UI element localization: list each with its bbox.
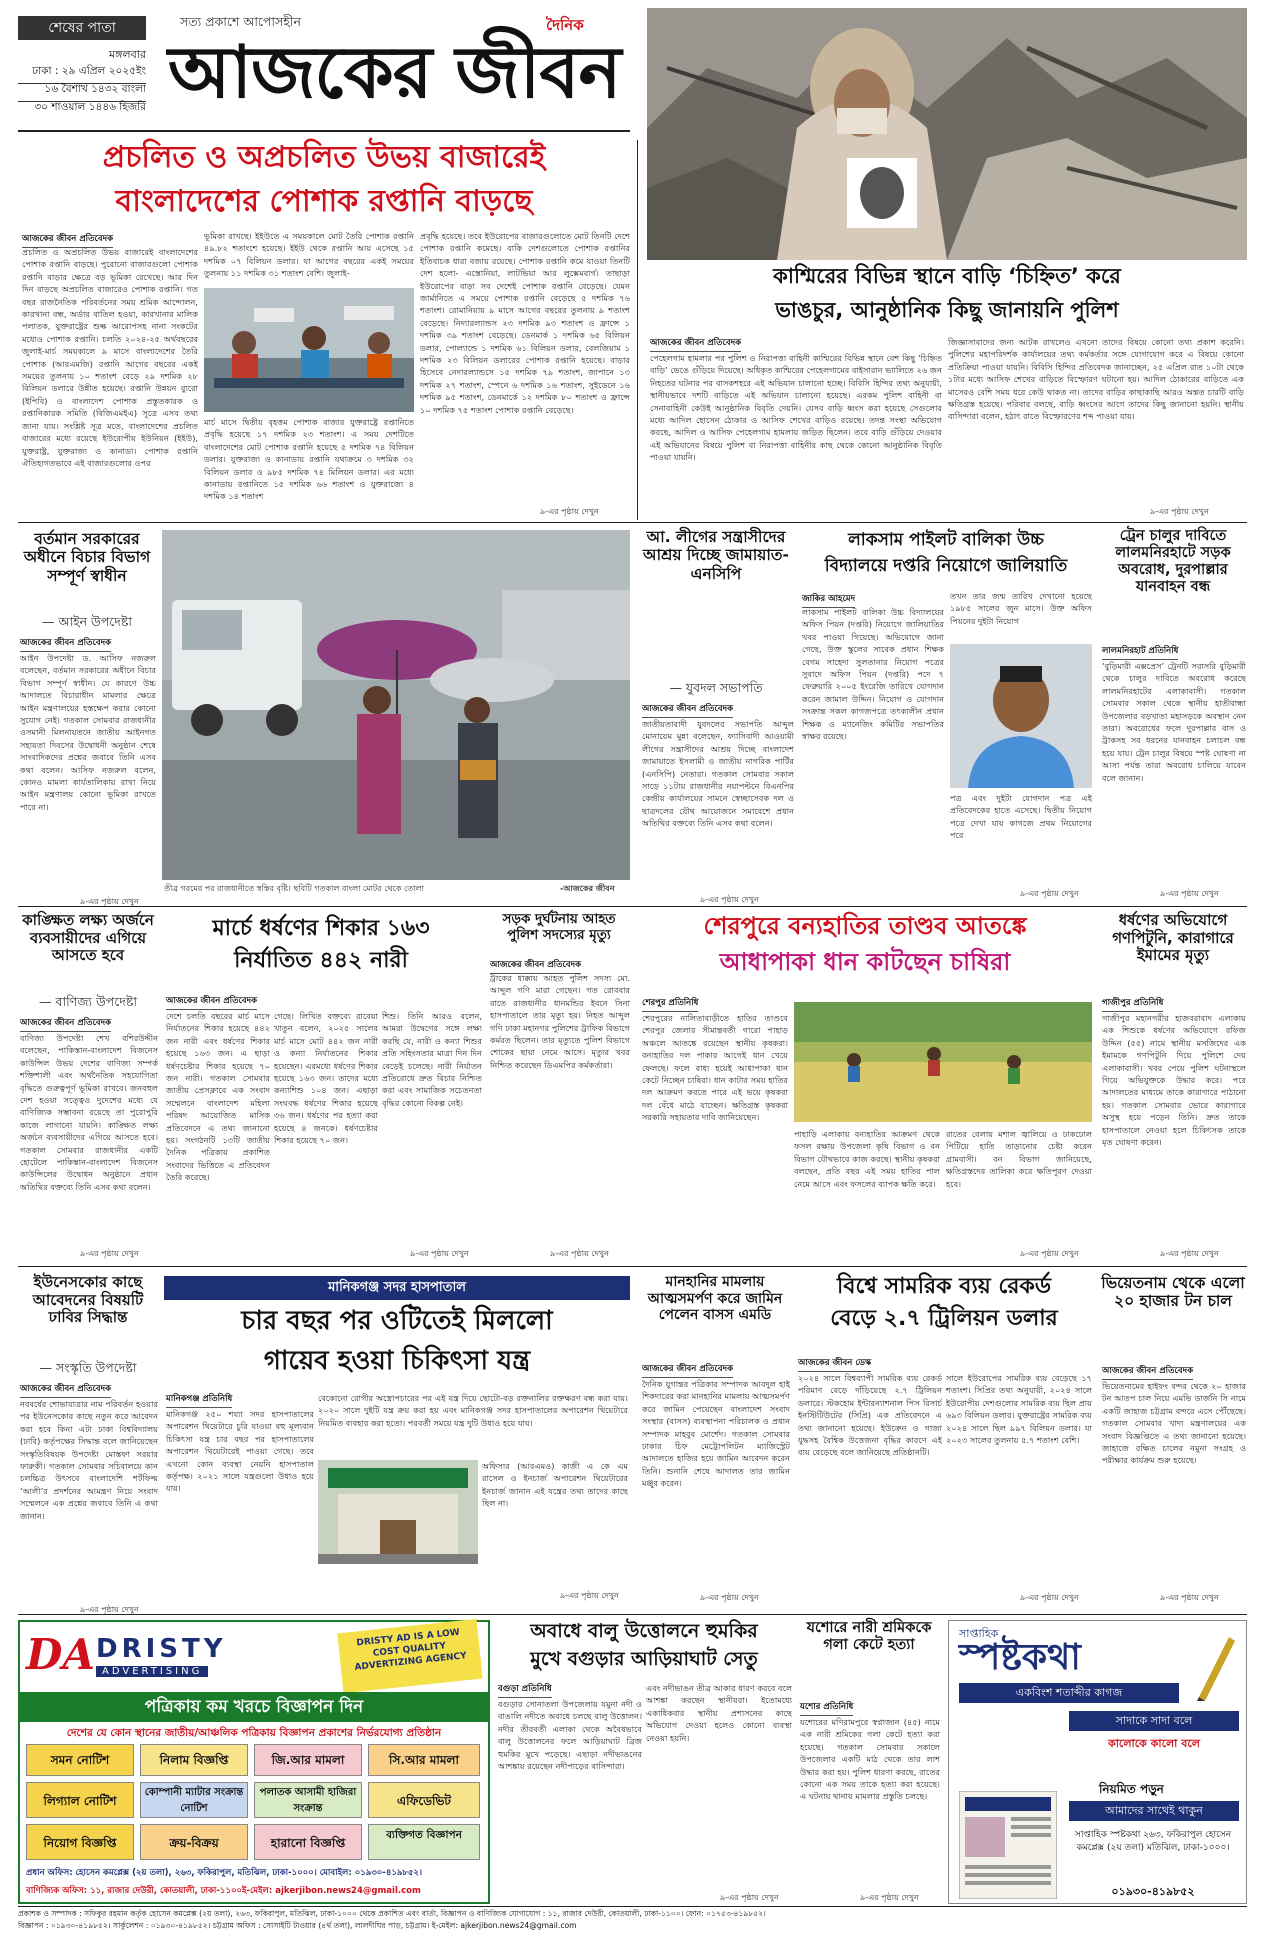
hospital-photo	[318, 1460, 478, 1564]
issue-date-hijri: ৩০ শাওয়াল ১৪৪৬ হিজরি	[34, 101, 146, 113]
dristy-logo-box	[26, 1628, 326, 1684]
judiciary-subhead: — আইন উপদেষ্টা	[42, 614, 132, 629]
military-column-2: সালে ইউরোপের সামরিক ব্যয় বেড়েছে ১৭ শতাংশ। সিপ্রির তথ্য অনুযায়ী, ২০২৪ সালে ইউরোপীয় দেশগুলোর সামরিক ব্যয় ছিল প্রায় ৬৯৩ বিলিয়ন ডলার। যুক্তরাষ্ট্রের সামরিক ব্যয় ২০২৪ সালে ছিল ৯৯৭ বিলিয়ন ডলার। যা ২০২৩ সালের তুলনায় ৫.৭ শতাংশ বেশি।	[946, 1373, 1092, 1446]
divider	[637, 140, 638, 520]
pen-icon	[1189, 1631, 1239, 1701]
bogura-continued: ৯-এর পৃষ্ঠায় দেখুন	[720, 1893, 779, 1902]
sherpur-column-1: শেরপুরের নালিতাবাড়ীতে হাতির তাণ্ডবে শেরপুর জেলার সীমান্তবর্তী গারো পাহাড় অঞ্চলে আতঙ্কে রয়েছেন স্থানীয় কৃষকরা। বন্যহাতির দল পাকার আগেই ধান খেয়ে ফেলছে। ফলে বাধ্য হয়েই আধাপাকা ধান কেটে নিচ্ছেন চাষিরা। ধান কাটার সময় হাতির দল আক্রমণ করতে পারে এই ভয়ে কৃষকরা দল বেঁধে মাঠে যাচ্ছেন। ক্ষতিগ্রস্ত কৃষকরা সরকারি সহায়তার দাবি জানিয়েছেন।	[642, 1013, 788, 1123]
vietnam-headline: ভিয়েতনাম থেকে এলো ২০ হাজার টন চাল	[1101, 1274, 1245, 1311]
bus-md-continued: ৯-এর পৃষ্ঠায় দেখুন	[700, 1593, 759, 1602]
jessore-headline: যশোরে নারী শ্রমিককে গলা কেটে হত্যা	[806, 1620, 932, 1654]
laksam-portrait	[950, 644, 1092, 788]
rain-photo-caption: তীব্র গরমের পর রাজধানীতে স্বস্তির বৃষ্টি। ছবিটি গতকাল বাংলা মোটর থেকে তোলা	[164, 884, 424, 893]
newspaper-thumbnail	[959, 1791, 1057, 1899]
jessore-continued: ৯-এর পৃষ্ঠায় দেখুন	[860, 1893, 919, 1902]
imam-byline: গাজীপুর প্রতিনিধি	[1102, 996, 1163, 1012]
hospital-headline-2: গায়েব হওয়া চিকিৎসা যন্ত্র	[263, 1346, 531, 1376]
kashmir-photo	[647, 8, 1247, 260]
unesco-byline: আজকের জীবন প্রতিবেদক	[20, 1382, 111, 1398]
kashmir-column-2: জিজ্ঞাসাবাদের জন্য আটক রাখলেও এখনো তাদের বিষয়ে কোনো তথ্য প্রকাশ করেনি। পুলিশের মহাপরিদর্শক কার্যালয়ের তথ্য কর্মকর্তার সঙ্গে যোগাযোগ করে এ বিষয়ে কোনো প্রতিক্রিয়া পাওয়া যায়নি। বিবিসি হিন্দির প্রতিবেদক জানাচ্ছেন, ২৫ এপ্রিল রাত ১০টা থেকে ১টার মধ্যে আসিফ শেখের বাড়িতে বিস্ফোরণ ঘটানো হয়। আদিল ঠোকারের বাড়িতে এক মাসেরও বেশি সময় ধরে কেউ থাকত না। তাদের বাড়ির কাছাকাছি আরও অন্তত চারটি বাড়ি ক্ষতিগ্রস্ত হয়েছে। পরিবার বলছে, বাড়ি ধ্বংসের আগে তাদের কিছু জানানো হয়নি। স্থানীয় বাসিন্দারা বলেন, হঠাৎ রাতে বিস্ফোরণের শব্দ পাওয়া যায়।	[948, 337, 1244, 422]
kashmir-byline: আজকের জীবন প্রতিবেদক	[650, 336, 741, 352]
spostokotha-phone: ০১৯৩০-৪১৯৮৫২	[1111, 1885, 1195, 1898]
kashmir-headline-box	[647, 262, 1247, 332]
laksam-byline: জাকির আহমেদ	[802, 592, 855, 608]
masthead	[18, 10, 630, 127]
sherpur-photo	[794, 1002, 1092, 1122]
march-headline-2: নির্যাতিত ৪৪২ নারী	[234, 948, 408, 973]
awami-continued: ৯-এর পৃষ্ঠায় দেখুন	[700, 895, 759, 904]
hospital-kicker-bar	[164, 1276, 630, 1300]
ad-service-absconding: পলাতক আসামী হাজিরা সংক্রান্ত	[254, 1782, 362, 1818]
h-divider-3	[18, 1266, 1247, 1267]
masthead-daily: দৈনিক	[546, 16, 584, 34]
train-continued: ৯-এর পৃষ্ঠায় দেখুন	[1160, 889, 1219, 898]
laksam-headline-1: লাকসাম পাইলট বালিকা উচ্চ	[848, 530, 1044, 550]
ad-service-cr-case: সি.আর মামলা	[368, 1744, 480, 1776]
judiciary-continued: ৯-এর পৃষ্ঠায় দেখুন	[80, 897, 139, 906]
rain-photo-credit: -আজকের জীবন	[560, 884, 615, 893]
lead-headline-1: প্রচলিত ও অপ্রচলিত উভয় বাজারেই	[102, 140, 546, 175]
footer-line-2: বিজ্ঞাপন : ০১৯৩০-৪১৯৮৫২। সার্কুলেশন : ০১৯৩০-৪১৯৮৫২। চট্টগ্রাম অফিস : সোসাইটি টাওয়ার (৪র্থ তলা), লালদীঘির পাড়, চট্টগ্রাম। ই-মেইল: ajkerjibon.news24@gmail.com	[18, 1921, 577, 1930]
awami-body: জাতীয়তাবাদী যুবদলের সভাপতি আব্দুল মোনায়েম মুন্না বলেছেন, ফ্যাসিবাদী আওয়ামী লীগের সন্ত্রাসীদের আশ্রয় দিচ্ছে বাংলাদেশ জামায়াতে ইসলামী ও জাতীয় নাগরিক পার্টির (এনসিপি) নেতারা। গতকাল সোমবার সকাল সাড়ে ১১টায় রাজধানীর নয়াপল্টনে বিএনপির কেন্দ্রীয় কার্যালয়ের সামনে স্বেচ্ছাসেবক দল ও ছাত্রদলের যৌথ আয়োজনে সমাবেশে প্রধান অতিথির বক্তব্যে তিনি এসব কথা বলেন।	[642, 719, 794, 829]
lead-column-3: প্রবৃদ্ধি হয়েছে। তবে ইউরোপের বাজারগুলোতে মোট তিনটি দেশে পোশাক রপ্তানি কমেছে। বাকি দেশগুলোতে পোশাক রপ্তানির ইতিবাচক ধারা বজায় রয়েছে। পোশাক রপ্তানি কমে যাওয়া তিনটি দেশ হলো- এস্তোনিয়া, লাটভিয়া আর লুক্সেমবার্গ। তাছাড়া ইউরোপের বাড়া সব দেশেই পোশাক রপ্তানি বেড়েছে। যেমন জার্মানিতে এ সময়ে পোশাক রপ্তানি বেড়েছে ৫ দশমিক ৭৬ শতাংশ। রোমানিয়ায় ৯ মাসে আগের বছরের তুলনায় ৯ শতাংশ বেড়েছে। নিদ্যারল্যান্ডস ২৩ দশমিক ৯৩ শতাংশ ও ফ্রান্সে ১ দশমিক ৩৯ শতাংশ বেড়েছে। ডেনমার্ক ১ দশমিক ৬৫ বিলিয়ন ডলার, পোল্যান্ডে ১ দশমিক ৬১ বিলিয়ন ডলার, বেলজিয়াম ১ দশমিক ২৩ বিলিয়ন ডলারের পোশাক রপ্তানি হয়েছে। বাড়ার হিসেবে নেদারল্যান্ডসে ১৫ দশমিক ৭৯ শতাংশ, জাপানে ১৩ দশমিক ২৭ শতাংশ, স্পেনে ৬ দশমিক ১৬ শতাংশ, সুইডেনে ১৬ দশমিক ৯৫ শতাংশ, ডেনমার্কে ১২ দশমিক ৮০ শতাংশ ও ফ্রান্সে ১০ দশমিক ৭৫ শতাংশ পোশাক রপ্তানি বেড়েছে।	[420, 231, 630, 415]
spostokotha-ad	[948, 1620, 1247, 1904]
ad-service-buy-sell: ক্রয়-বিক্রয়	[140, 1824, 248, 1860]
lead-column-2b: মার্চ মাসে দ্বিতীয় বৃহত্তম পোশাক বাজার যুক্তরাষ্ট্রে রপ্তানিতে প্রবৃদ্ধি হয়েছে ১৭ দশমিক ২৩ শতাংশ। এ সময় দেশটিতে বাংলাদেশের মোট পোশাক রপ্তানি হয়েছে ৫ দশমিক ৭৪ বিলিয়ন ডলার। যুক্তরাজ্য ও কানাডায় রপ্তানি যথাক্রমে ৩ দশমিক ৩২ বিলিয়ন ডলার ও ৯৮৫ দশমিক ৭৪ মিলিয়ন ডলার। এর মধ্যে কানাডায় রপ্তানিতে ১৫ দশমিক ৬৬ শতাংশ ও যুক্তরাজ্যে ৪ দশমিক ১৪ শতাংশ	[204, 417, 414, 502]
h-divider-4	[18, 1614, 1247, 1615]
sherpur-headline-1: শেরপুরে বন্যহাতির তাণ্ডব আতঙ্কে	[703, 912, 1027, 940]
lead-column-2: ভূমিকা রাখছে। ইইউতে এ সময়কালে মোট তৈরি পোশাক রপ্তানি ৪৯.৮২ শতাংশে হয়েছে। ইইউ থেকে রপ্তানি আয় এসেছে ১৫ দশমিক ০৭ বিলিয়ন ডলার। যা আগের বছরের একই সময়ের তুলনায় ১১ দশমিক ৩১ শতাংশ বেশি। জুলাই-	[204, 231, 414, 279]
paddy-field-image	[794, 1002, 1092, 1122]
ad-service-affidavit: এফিডেভিট	[368, 1782, 480, 1818]
kashmir-continued: ৯-এর পৃষ্ঠায় দেখুন	[1150, 507, 1209, 516]
vietnam-byline: আজকের জীবন প্রতিবেদক	[1102, 1364, 1193, 1380]
hospital-kicker: মানিকগঞ্জ সদর হাসপাতাল	[328, 1280, 466, 1295]
dristy-badge: DRISTY AD IS A LOW COST QUALITY ADVERTIZING AGENCY	[337, 1619, 483, 1693]
bus-md-body: দৈনিক যুগান্তর পত্রিকার সম্পাদক আবদুল হাই শিকদারের করা মানহানির মামলায় আত্মসমর্পণ করে জামিন পেয়েছেন বাংলাদেশ সংবাদ সংস্থার (বাসস) ব্যবস্থাপনা পরিচালক ও প্রধান সম্পাদক মাহবুব মোর্শেদ। গতকাল সোমবার ঢাকার চিফ মেট্রোপলিটন ম্যাজিস্ট্রেট আদালতে হাজির হয়ে জামিন আবেদন করেন তিনি। শুনানি শেষে আদালত তার জামিন মঞ্জুর করেন।	[642, 1379, 790, 1489]
sherpur-byline: শেরপুর প্রতিনিধি	[642, 996, 698, 1012]
spostokotha-slogan-2: কালোকে কালো বলে	[1108, 1737, 1200, 1750]
dristy-logo: DA	[26, 1630, 96, 1679]
dristy-subline: দেশের যে কোন স্থানের জাতীয়/আঞ্চলিক পত্রিকায় বিজ্ঞাপন প্রকাশের নির্ভরযোগ্য প্রতিষ্ঠান	[66, 1727, 442, 1739]
spostokotha-address: সাপ্তাহিক স্পষ্টকথা ২৬৩, ফকিরাপুল হোসেন কমপ্লেক্স (২য় তলা) মতিঝিল, ঢাকা-১০০০।	[1074, 1830, 1232, 1853]
train-body: ‘বুড়িমারী এক্সপ্রেস’ ট্রেনটি সরাসরি বুড়িমারী থেকে চালুর দাবিতে অবরোধ করেছে লালমনিরহাটের এলাকাবাসী। গতকাল সোমবার সকাল থেকে স্থানীয় হাতীবান্ধা উপজেলার বড়খাতা মহাসড়কে অবস্থান নেন তারা। অবরোধের ফলে দুরপাল্লার বাস ও ট্রাকসহ সব ধরনের যানবাহন চলাচল বন্ধ হয়ে যায়। ট্রেন চালুর বিষয়ে স্পষ্ট ঘোষণা না আসা পর্যন্ত তারা অবরোধ চালিয়ে যাবেন বলে জানান।	[1102, 661, 1246, 783]
march-column-2: গেছে। লিখিত বক্তব্যে রাবেয়া খাতুন বলেন, ২০২৫ সালের মার্চ মাসে মোট ৪৪২ জন নারী ও কন্যা নির্যাতনের শিকার হয়েছেন। এরমধ্যে ধর্ষণের শিকার হয়েছে ১৬৩ জন। তাদের মধ্যে কন্যাশিশু ১০৪ জন। এছাড়া সংঘবদ্ধ ধর্ষণের শিকার হয়েছে ৩৬ জন। ধর্ষণের পর হত্যা করা হয়েছে ৪ জনকে। ধর্ষণচেষ্টার শিকার হয়েছে ৭০ জন।	[274, 1011, 378, 1146]
lead-byline: আজকের জীবন প্রতিবেদক	[22, 232, 113, 248]
police-headline: সড়ক দুর্ঘটনায় আহত পুলিশ সদস্যের মৃত্যু	[502, 911, 616, 943]
laksam-headline-2: বিদ্যালয়ে দপ্তরি নিয়োগে জালিয়াতি	[824, 556, 1068, 576]
ad-service-personal: ব্যক্তিগত বিজ্ঞাপন	[368, 1824, 480, 1860]
kashmir-headline-2: ভাঙচুর, আনুষ্ঠানিক কিছু জানায়নি পুলিশ	[775, 298, 1119, 322]
bogura-column-2: এবং নদীভাঙন তীব্র আকার ধারণ করবে বলে আশঙ্কা করছেন স্থানীয়রা। ইতোমধ্যে একাধিকবার স্থানীয় প্রশাসনের কাছে অভিযোগ দেওয়া হলেও কোনো ব্যবস্থা নেওয়া হয়নি।	[646, 1683, 792, 1743]
train-byline: লালমনিরহাট প্রতিনিধি	[1102, 644, 1178, 660]
issue-date: ঢাকা : ২৯ এপ্রিল ২০২৫ইং	[18, 64, 146, 84]
awami-byline: আজকের জীবন প্রতিবেদক	[642, 702, 733, 718]
vietnam-continued: ৯-এর পৃষ্ঠায় দেখুন	[1160, 1593, 1219, 1602]
awami-headline: আ. লীগের সন্ত্রাসীদের আশ্রয় দিচ্ছে জামায়াত-এনসিপি	[643, 528, 789, 583]
dristy-address-1: প্রধান অফিস: হোসেন কমপ্লেক্স (২য় তলা), ২৬৩, ফকিরাপুল, মতিঝিল, ঢাকা-১০০০। মোবাইল: ০১৯৩০-৪১৯৮৫২।	[26, 1868, 422, 1878]
police-continued: ৯-এর পৃষ্ঠায় দেখুন	[550, 1249, 609, 1258]
judiciary-byline: আজকের জীবন প্রতিবেদক	[20, 636, 111, 652]
dristy-brand-sub: ADVERTISING	[96, 1666, 208, 1677]
h-divider-2	[18, 906, 1247, 907]
person-portrait-image	[950, 644, 1092, 788]
unesco-body: নববর্ষের শোভাযাত্রার নাম পরিবর্তন হওয়ার পর ইউনেসকোর কাছে নতুন করে আবেদন করা হবে কিনা এটা ঢাকা বিশ্ববিদ্যালয় (ঢাবি) কর্তৃপক্ষের সিদ্ধান্ত বলে জানিয়েছেন সংস্কৃতিবিষয়ক উপদেষ্টা মোস্তফা সরয়ার ফারুকী। গতকাল সোমবার সচিবালয়ে কান চলচ্চিত্র উৎসবে বাংলাদেশি শর্টফিল্ম ‘আলী’র প্রদর্শনের আমন্ত্রণ নিয়ে সংবাদ সম্মেলনে এক প্রশ্নের জবাবে তিনি এ কথা জানান।	[20, 1399, 158, 1521]
judiciary-headline: বর্তমান সরকারের অধীনে বিচার বিভাগ সম্পূর্ণ স্বাধীন	[23, 530, 151, 585]
footer-rule	[18, 1906, 1247, 1907]
kashmir-column-1: পেহেলগাম হামলার পর পুলিশ ও নিরাপত্তা বাহিনী কাশ্মিরের বিভিন্ন স্থানে বেশ কিছু ‘চিহ্নিত বাড়ি’ ভেঙে গুঁড়িয়ে দিয়েছে। অধিকৃত কাশ্মিরের পেহেলগামের বাইসারান ভ্যালিতে ২৬ জন নিহতের ঘটনার পর বাসকশহরে এই অভিযান চালানো হচ্ছে। বিবিসি হিন্দির তথ্য অনুযায়ী, স্থানীয়ভাবে দশটি বাড়িতে এই অভিযান চালানো হয়েছে। এরকম পুলিশ বাহিনী বা সেনাবাহিনী কেউই আনুষ্ঠানিক বিবৃতি দেয়নি। যেসব বাড়ি ধ্বংস করা হয়েছে সেগুলোর মধ্যে আদিল হোসেন ঠোকার ও আসিফ শেখের বাড়িও রয়েছে। তদন্ত সংস্থা অভিযোগ করছে, আদিল ও আসিফ পেহেলগাম হামলায় জড়িত ছিলেন। তবে বাড়ি গুঁড়িয়ে দেওয়ার এই অভিযানের বিষয়ে পুলিশ বা নিরাপত্তা বাহিনীর কাছ থেকে কোনো আনুষ্ঠানিক বিবৃতি পাওয়া যায়নি।	[650, 353, 942, 463]
dristy-address-2: বাণিজ্যিক অফিস: ১১, রাজার দেউরী, কোতয়ালী, ঢাকা-১১০০ই-মেইল: ajkerjibon.news24@gmail.com	[26, 1886, 421, 1896]
ad-service-gr-case: জি.আর মামলা	[254, 1744, 362, 1776]
masthead-slogan: সত্য প্রকাশে আপোসহীন	[180, 14, 301, 29]
dristy-tagline: পত্রিকায় কম খরচে বিজ্ঞাপন দিন	[20, 1692, 488, 1722]
garment-factory-image	[204, 288, 414, 412]
unesco-headline: ইউনেসকোর কাছে আবেদনের বিষয়টি ঢাবির সিদ্ধান্ত	[32, 1273, 144, 1327]
commerce-byline: আজকের জীবন প্রতিবেদক	[20, 1016, 111, 1032]
police-body: ট্রাকের ধাক্কায় আহত পুলিশ সদস্য মো. আব্দুল গণি মারা গেছেন। গত রোববার রাতে রাজধানীর ধানমন্ডির ইবনে সিনা হাসপাতালে তার মৃত্যু হয়। নিহত আব্দুল গণি ঢাকা মহানগর পুলিশের ট্রাফিক বিভাগে কর্মরত ছিলেন। তার মৃত্যুতে পুলিশ বিভাগে শোকের ছায়া নেমে আসে। মৃত্যুর খবর নিশ্চিত করেছেন ডিএমপির কর্মকর্তারা।	[490, 973, 630, 1070]
ad-service-summons: সমন নোটিশ	[26, 1744, 134, 1776]
kashmir-ruins-image	[647, 8, 1247, 260]
train-headline: ট্রেন চালুর দাবিতে লালমনিরহাটে সড়ক অবরোধ, দুরপাল্লার যানবাহন বন্ধ	[1115, 528, 1231, 596]
military-headline-1: বিশ্বে সামরিক ব্যয় রেকর্ড	[836, 1274, 1052, 1299]
commerce-headline: কাঙ্ক্ষিত লক্ষ্য অর্জনে ব্যবসায়ীদের এগিয়ে আসতে হবে	[22, 911, 154, 965]
military-headline-2: বেড়ে ২.৭ ট্রিলিয়ন ডলার	[830, 1306, 1058, 1331]
dristy-ad	[18, 1620, 490, 1904]
garment-photo	[204, 288, 414, 412]
march-byline: আজকের জীবন প্রতিবেদক	[166, 994, 257, 1010]
judiciary-body: আইন উপদেষ্টা ড. আসিফ নজরুল বলেছেন, বর্তমান সরকারের অধীনে বিচার বিভাগ সম্পূর্ণ স্বাধীন। যে কারণে উচ্চ আদালতে বিচারাধীন মামলার ক্ষেত্রে আইন মন্ত্রণালয়ের হস্তক্ষেপ করার কোনো সুযোগ নেই। গতকাল সোমবার রাজধানীর ওসমানী মিলনায়তনে জাতীয় আইনগত সহায়তা দিবসের উদ্বোধনী অনুষ্ঠান শেষে সাংবাদিকদের প্রশ্নের জবাবে তিনি এসব কথা বলেন। আসিফ নজরুল বলেন, কোনও মামলা কার্যতালিকায় রাখা নিয়ে আইন মন্ত্রণালয় কোনো ভূমিকা রাখতে পারে না।	[20, 653, 156, 812]
hospital-column-1: মানিকগঞ্জ ২৫০ শয্যা সদর হাসপাতালের অপারেশন থিয়েটারে চুরি যাওয়া বহু মূল্যবান চিকিৎসা যন্ত্র চার বছর পর হাসপাতালের অপারেশন থিয়েটারেই পাওয়া গেছে। তবে এখনো কোন ব্যবস্থা নেয়নি হাসপাতাল কর্তৃপক্ষ। ২০২১ সালে যন্ত্রগুলো উধাও হয়ে যায়।	[166, 1409, 314, 1494]
laksam-body-1: লাকসাম পাইলট বালিকা উচ্চ বিদ্যালয়ের অফিস পিয়ন (দপ্তরি) নিয়োগে জালিয়াতির খবর পাওয়া গিয়েছে। অভিযোগে জানা গেছে, উক্ত স্কুলের সাবেক প্রধান শিক্ষক বেগম সাহেদা সুলতানার নিয়োগ পত্রের সুবাদে অফিস পিয়ন (দপ্তরি) পদে ৭ ফেব্রুয়ারি ২০০৫ ইংরেজি তারিখে যোগদান করেন জামাল উদ্দিন। নিয়োগ ও যোগদান সংক্রান্ত সকল কাগজপত্রে তৎকালীন প্রধান শিক্ষক ও ম্যানেজিং কমিটির সভাপতির স্বাক্ষর রয়েছে।	[802, 607, 944, 742]
laksam-body-2: তখন তার জন্ম তারিখ দেখানো হয়েছে ১৯৮৫ সালের জুন মাসে। উক্ত অফিস পিয়নের দুইটা নিয়োগ	[950, 591, 1092, 626]
hospital-column-2: বেকোনো রোগীর অস্ত্রোপচারের পর এই যন্ত্র দিয়ে ছোটো-বড় রক্তনালির রক্তক্ষরণ বন্ধ করা যায়। ২০২০ সালে দুইটি যন্ত্র ক্রয় করা হয় এবং মানিকগঞ্জ সদর হাসপাতালের অপারেশন থিয়েটারে নিয়মিত ব্যবহার করা হতো। পরবর্তী সময়ে যন্ত্র দুটি উধাও হয়ে যায়।	[318, 1393, 628, 1428]
military-column-1: ২০২৪ সালে বিশ্বব্যাপী সামরিক ব্যয় রেকর্ড পরিমাণ বেড়ে দাঁড়িয়েছে ২.৭ ট্রিলিয়ন ডলারে। স্টকহোম ইন্টারন্যাশনাল পিস রিসার্চ ইনস্টিটিউটের (সিপ্রি) এক প্রতিবেদনে এ তথ্য জানানো হয়েছে। ইউক্রেন ও গাজা যুদ্ধসহ বৈশ্বিক উত্তেজনা বৃদ্ধির কারণে এই ব্যয় বেড়েছে বলে জানিয়েছে প্রতিষ্ঠানটি।	[798, 1373, 942, 1458]
rain-photo	[162, 530, 630, 880]
issue-day: মঙ্গলবার	[109, 48, 146, 61]
spostokotha-title: স্পষ্টকথা	[959, 1637, 1081, 1678]
ad-service-lost-notice: হারানো বিজ্ঞপ্তি	[254, 1824, 362, 1860]
bus-md-headline: মানহানির মামলায় আত্মসমর্পণ করে জামিন পেলেন বাসস এমডি	[647, 1274, 783, 1324]
march-column-1: দেশে চলতি বছরের মার্চ মাসে নির্যাতনের শিকার হয়েছে ৪৪২ জন নারী এবং ধর্ষণের শিকার হয়েছে ১৬৩ জন। এ ছাড়া ধর্ষণচেষ্টার শিকার হয়েছে ৭০ জন নারী। গতকাল সোমবার জাতীয় প্রেসক্লাবে এক সংবাদ সম্মেলনে বাংলাদেশ মহিলা পরিষদ আয়োজিত মাসিক প্রতিবেদনে এ তথ্য জানানো হয়। সংগঠনটি ১৩টি জাতীয় দৈনিক পত্রিকায় প্রকাশিত সংবাদের ভিত্তিতে এ প্রতিবেদন তৈরি করেছে।	[166, 1011, 270, 1183]
imam-body: গাজীপুর মহানগরীর হাজবরাবাদ এলাকায় এক শিশুকে ধর্ষণের অভিযোগে রফিজ উদ্দিন (৫৫) নামে স্থানীয় মসজিদের এক ইমামকে গণপিটুনি দিয়ে পুলিশে দেয় এলাকাবাসী। খবর পেয়ে পুলিশ ঘটনাস্থলে গিয়ে অভিযুক্তকে উদ্ধার করে। পরে আদালতের মাধ্যমে তাকে কারাগারে পাঠানো হয়। গতকাল সোমবার ভোরে কারাগারে অসুস্থ হয়ে পড়েন তিনি। দ্রুত তাকে হাসপাতালে নেওয়া হলে চিকিৎসক তাকে মৃত ঘোষণা করেন।	[1102, 1013, 1246, 1148]
ad-service-company-matter: কোম্পানী ম্যাটার সংক্রান্ত নোটিশ	[140, 1782, 248, 1818]
kashmir-headline-1: কাশ্মিরের বিভিন্ন স্থানে বাড়ি ‘চিহ্নিত’ করে	[773, 264, 1121, 288]
unesco-subhead: — সংস্কৃতি উপদেষ্টা	[39, 1360, 137, 1375]
commerce-subhead: — বাণিজ্য উপদেষ্টা	[39, 994, 137, 1009]
commerce-body: বাণিজ্য উপদেষ্টা শেখ বশিরউদ্দীন বলেছেন, পাকিস্তান-বাংলাদেশ বিজনেস কাউন্সিল উভয় দেশের বাণিজ্য সম্পর্ক শক্তিশালী এবং অর্থনৈতিক সহযোগিতা বৃদ্ধিতে গুরুত্বপূর্ণ ভূমিকা রাখবে। জনবহুল দেশ হওয়া সত্ত্বেও দুদেশের মধ্যে যে বাণিজ্যিক সম্ভাবনা রয়েছে তা পুরোপুরি কাজে লাগানো যায়নি। কাঙ্ক্ষিত লক্ষ্য অর্জনে ব্যবসায়ীদের এগিয়ে আসতে হবে। গতকাল সোমবার রাজধানীর একটি হোটেলে পাকিস্তান-বাংলাদেশ বিজনেস কাউন্সিলের উদ্বোধন অনুষ্ঠানে প্রধান অতিথির বক্তব্যে তিনি এসব কথা বলেন।	[20, 1033, 158, 1192]
sherpur-column-2: পাহাড়ি এলাকায় বন্যহাতির আক্রমণ থেকে ফসল রক্ষায় উপজেলা কৃষি বিভাগ ও বন বিভাগ যৌথভাবে কাজ করছে। স্থানীয় কৃষকরা বলছেন, প্রতি বছর এই সময় হাতির পাল নেমে আসে এবং ফসলের ব্যাপক ক্ষতি করে।	[794, 1129, 940, 1189]
sherpur-headline-2: আধাপাকা ধান কাটছেন চাষিরা	[719, 948, 1011, 976]
march-column-3: শিশু। তিনি আরও বলেন, আমরা উদ্বেগের সঙ্গে লক্ষ্য করছি যে, নারী ও কন্যা শিশুর প্রতি সহিংসতার মাত্রা দিন দিন বেড়েই চলেছে। নারী নির্যাতন প্রতিরোধে দ্রুত বিচার নিশ্চিত করা এবং সামাজিক সচেতনতা বৃদ্ধির কোনো বিকল্প নেই।	[382, 1011, 482, 1108]
spostokotha-read: নিয়মিত পড়ুন	[1099, 1782, 1164, 1796]
ad-service-legal-notice: লিগ্যাল নোটিশ	[26, 1782, 134, 1818]
lead-continued: ৯-এর পৃষ্ঠায় দেখুন	[540, 507, 599, 516]
hospital-continued: ৯-এর পৃষ্ঠায় দেখুন	[560, 1591, 619, 1600]
hospital-column-3: অফিসার (আরএমও) কাজী এ কে এম রাসেল ও ইনচার্জ অপারেশন থিয়েটারের ইনচার্জ জানান এই যন্ত্রের তথ্য তাদের কাছে ছিল না।	[482, 1461, 628, 1509]
bus-md-byline: আজকের জীবন প্রতিবেদক	[642, 1362, 733, 1378]
bogura-byline: বগুড়া প্রতিনিধি	[498, 1682, 552, 1698]
commerce-continued: ৯-এর পৃষ্ঠায় দেখুন	[80, 1249, 139, 1258]
sherpur-column-3: রাতের বেলায় মশাল জ্বালিয়ে ও ঢাকঢোল পিটিয়ে হাতি তাড়ানোর চেষ্টা করেন গ্রামবাসী। বন বিভাগ জানিয়েছে, ক্ষতিগ্রস্তদের তালিকা করে ক্ষতিপূরণ দেওয়া হবে।	[946, 1129, 1092, 1189]
unesco-continued: ৯-এর পৃষ্ঠায় দেখুন	[80, 1605, 139, 1614]
issue-date-bangla: ১৬ বৈশাখ ১৪৩২ বাংলা	[18, 82, 146, 102]
h-divider-1	[18, 522, 1247, 523]
military-byline: আজকের জীবন ডেস্ক	[798, 1356, 871, 1372]
footer-line-1: প্রকাশক ও সম্পাদক : সফিকুর রহমান কর্তৃক হোসেন কমপ্লেক্স (২য় তলা), ২৬৩, ফকিরাপুল, মতিঝিল, ঢাকা-১০০০ থেকে প্রকাশিত এবং বার্তা, বিজ্ঞাপন ও বাণিজ্যিক যোগাযোগ : ১১, রাজার দেউরী, কোতয়ালী, ঢাকা-১১০০। ফোন: ০১৭৫৩-৪১৯৮৫২।	[18, 1909, 766, 1918]
ad-service-auction: নিলাম বিজ্ঞপ্তি	[140, 1744, 248, 1776]
march-continued: ৯-এর পৃষ্ঠায় দেখুন	[410, 1249, 469, 1258]
hospital-building-image	[318, 1460, 478, 1564]
march-headline-1: মার্চে ধর্ষণের শিকার ১৬৩	[212, 916, 430, 941]
spostokotha-strip: একবিংশ শতাব্দীর কাগজ	[959, 1683, 1179, 1703]
military-continued: ৯-এর পৃষ্ঠায় দেখুন	[1020, 1593, 1079, 1602]
bogura-column-1: বগুড়ার সোনাতলা উপজেলায় যমুনা নদী ও বাঙালি নদীতে অবাধে চলছে বালু উত্তোলন। নদীর তীরবর্তী এলাকা থেকে অবৈধভাবে বালু উত্তোলনের ফলে আড়িয়াঘাট ব্রিজ হুমকির মুখে পড়েছে। এছাড়া নদীভাঙনের আশঙ্কায় রয়েছেন নদীপাড়ের বাসিন্দারা।	[498, 1699, 642, 1772]
spostokotha-slogan-1: সাদাকে সাদা বলে	[1069, 1711, 1239, 1731]
spostokotha-kicker: সাপ্তাহিক	[959, 1627, 999, 1640]
jessore-body: যশোরের মণিরামপুরে স্বপ্নাজান (৪৫) নামে এক নারী শ্রমিকের গলা কেটে হত্যা করা হয়েছে। গতকাল সোমবার সকালে উপজেলার একটি মাঠ থেকে তার লাশ উদ্ধার করা হয়। পুলিশ ধারণা করছে, রাতের কোনো এক সময় তাকে হত্যা করা হয়েছে। এ ঘটনায় থানায় মামলার প্রস্তুতি চলছে।	[800, 1717, 940, 1802]
sherpur-continued: ৯-এর পৃষ্ঠায় দেখুন	[1020, 1249, 1079, 1258]
masthead-title: আজকের জীবন	[168, 30, 621, 114]
bogura-headline-1: অবাধে বালু উত্তোলনে হুমকির	[530, 1620, 758, 1642]
lead-headline-2: বাংলাদেশের পোশাক রপ্তানি বাড়ছে	[115, 184, 533, 219]
jessore-byline: যশোর প্রতিনিধি	[800, 1700, 853, 1716]
imam-continued: ৯-এর পৃষ্ঠায় দেখুন	[1160, 1249, 1219, 1258]
bogura-headline-2: মুখে বগুড়ার আড়িয়াঘাট সেতু	[530, 1648, 758, 1670]
hospital-headline-1: চার বছর পর ওটিতেই মিললো	[241, 1306, 553, 1336]
awami-subhead: — যুবদল সভাপতি	[669, 680, 763, 695]
masthead-rule	[18, 130, 630, 132]
hospital-byline: মানিকগঞ্জ প্রতিনিধি	[166, 1392, 232, 1408]
laksam-body-3: পত্র এবং দুইটা যোগদান পত্র এই প্রতিবেদকের হাতে এসেছে। দ্বিতীয় নিয়োগ পত্রে দেখা যায় কাগজে প্রথম নিয়োগের পরে	[950, 793, 1092, 841]
imam-headline: ধর্ষণের অভিযোগে গণপিটুনি, কারাগারে ইমামের মৃত্যু	[1112, 911, 1234, 965]
ad-service-recruitment: নিয়োগ বিজ্ঞপ্তি	[26, 1824, 134, 1860]
police-byline: আজকের জীবন প্রতিবেদক	[490, 958, 581, 974]
rainy-street-image	[162, 530, 630, 880]
spostokotha-join: আমাদের সাথেই থাকুন	[1069, 1801, 1239, 1821]
laksam-continued: ৯-এর পৃষ্ঠায় দেখুন	[1020, 889, 1079, 898]
vietnam-body: ভিয়েতনামের হাইফং বন্দর থেকে ২০ হাজার টন আতপ চাল নিয়ে এমভি ডার্জনি সি নামে একটি জাহাজ চট্টগ্রাম বন্দরে এসে পৌঁছেছে। গতকাল সোমবার খাদ্য মন্ত্রণালয়ের এক সংবাদ বিজ্ঞপ্তিতে এ তথ্য জানানো হয়েছে। জাহাজে রক্ষিত চালের নমুনা সংগ্রহ ও পরীক্ষার কার্যক্রম শুরু হয়েছে।	[1102, 1381, 1246, 1466]
dristy-brand: DRISTY	[96, 1634, 227, 1664]
lead-column-1: প্রচলিত ও অপ্রচলিত উভয় বাজারেই বাংলাদেশের পোশাক রপ্তানি বাড়ছে। পুরোনো বাজারগুলো পোশাক রপ্তানি বাড়ার ক্ষেত্রে বড় ভূমিকা রেখেছে। আর দিন দিন বাড়ছে অপ্রচলিত বাজারেও পোশাক রপ্তানি। গত বছর রাজনৈতিক পরিবর্তনের সময় শ্রমিক আন্দোলন, কারখানা বন্ধ, অর্ডার বাতিল হওয়া, কারখানার মালিক পলাতক, যুক্তরাষ্ট্রের শুল্ক আরোপসহ নানা সংকটের মধ্যেও পোশাক রপ্তানি। চলতি ২০২৪-২৫ অর্থবছরের জুলাই-মার্চ সময়কালে ৯ মাসে বাংলাদেশের তৈরি পোশাক (আরএমজি) রপ্তানি আগের বছরের একই সময়ের তুলনায় ১০ শতাংশ বেড়ে ২৯ দশমিক ২৮ বিলিয়ন ডলারে উন্নীত হয়েছে। রপ্তানি উন্নয়ন ব্যুরো (ইপিবি) ও বাংলাদেশ পোশাক প্রস্তুতকারক ও রপ্তানিকারক সমিতি (বিজিএমইএ) সূত্রে এসব তথ্য জানা যায়। সংশ্লিষ্ট সূত্র মতে, বাংলাদেশের প্রচলিত বাজারের মধ্যে রয়েছে ইউরোপীয় ইউনিয়ন (ইইউ), যুক্তরাষ্ট্র, যুক্তরাজ্য ও কানাডা। পোশাক রপ্তানি ঐতিহ্যগতভাবে এই বাজারগুলোর ওপর	[22, 247, 198, 468]
section-label: শেষের পাতা	[18, 16, 146, 40]
